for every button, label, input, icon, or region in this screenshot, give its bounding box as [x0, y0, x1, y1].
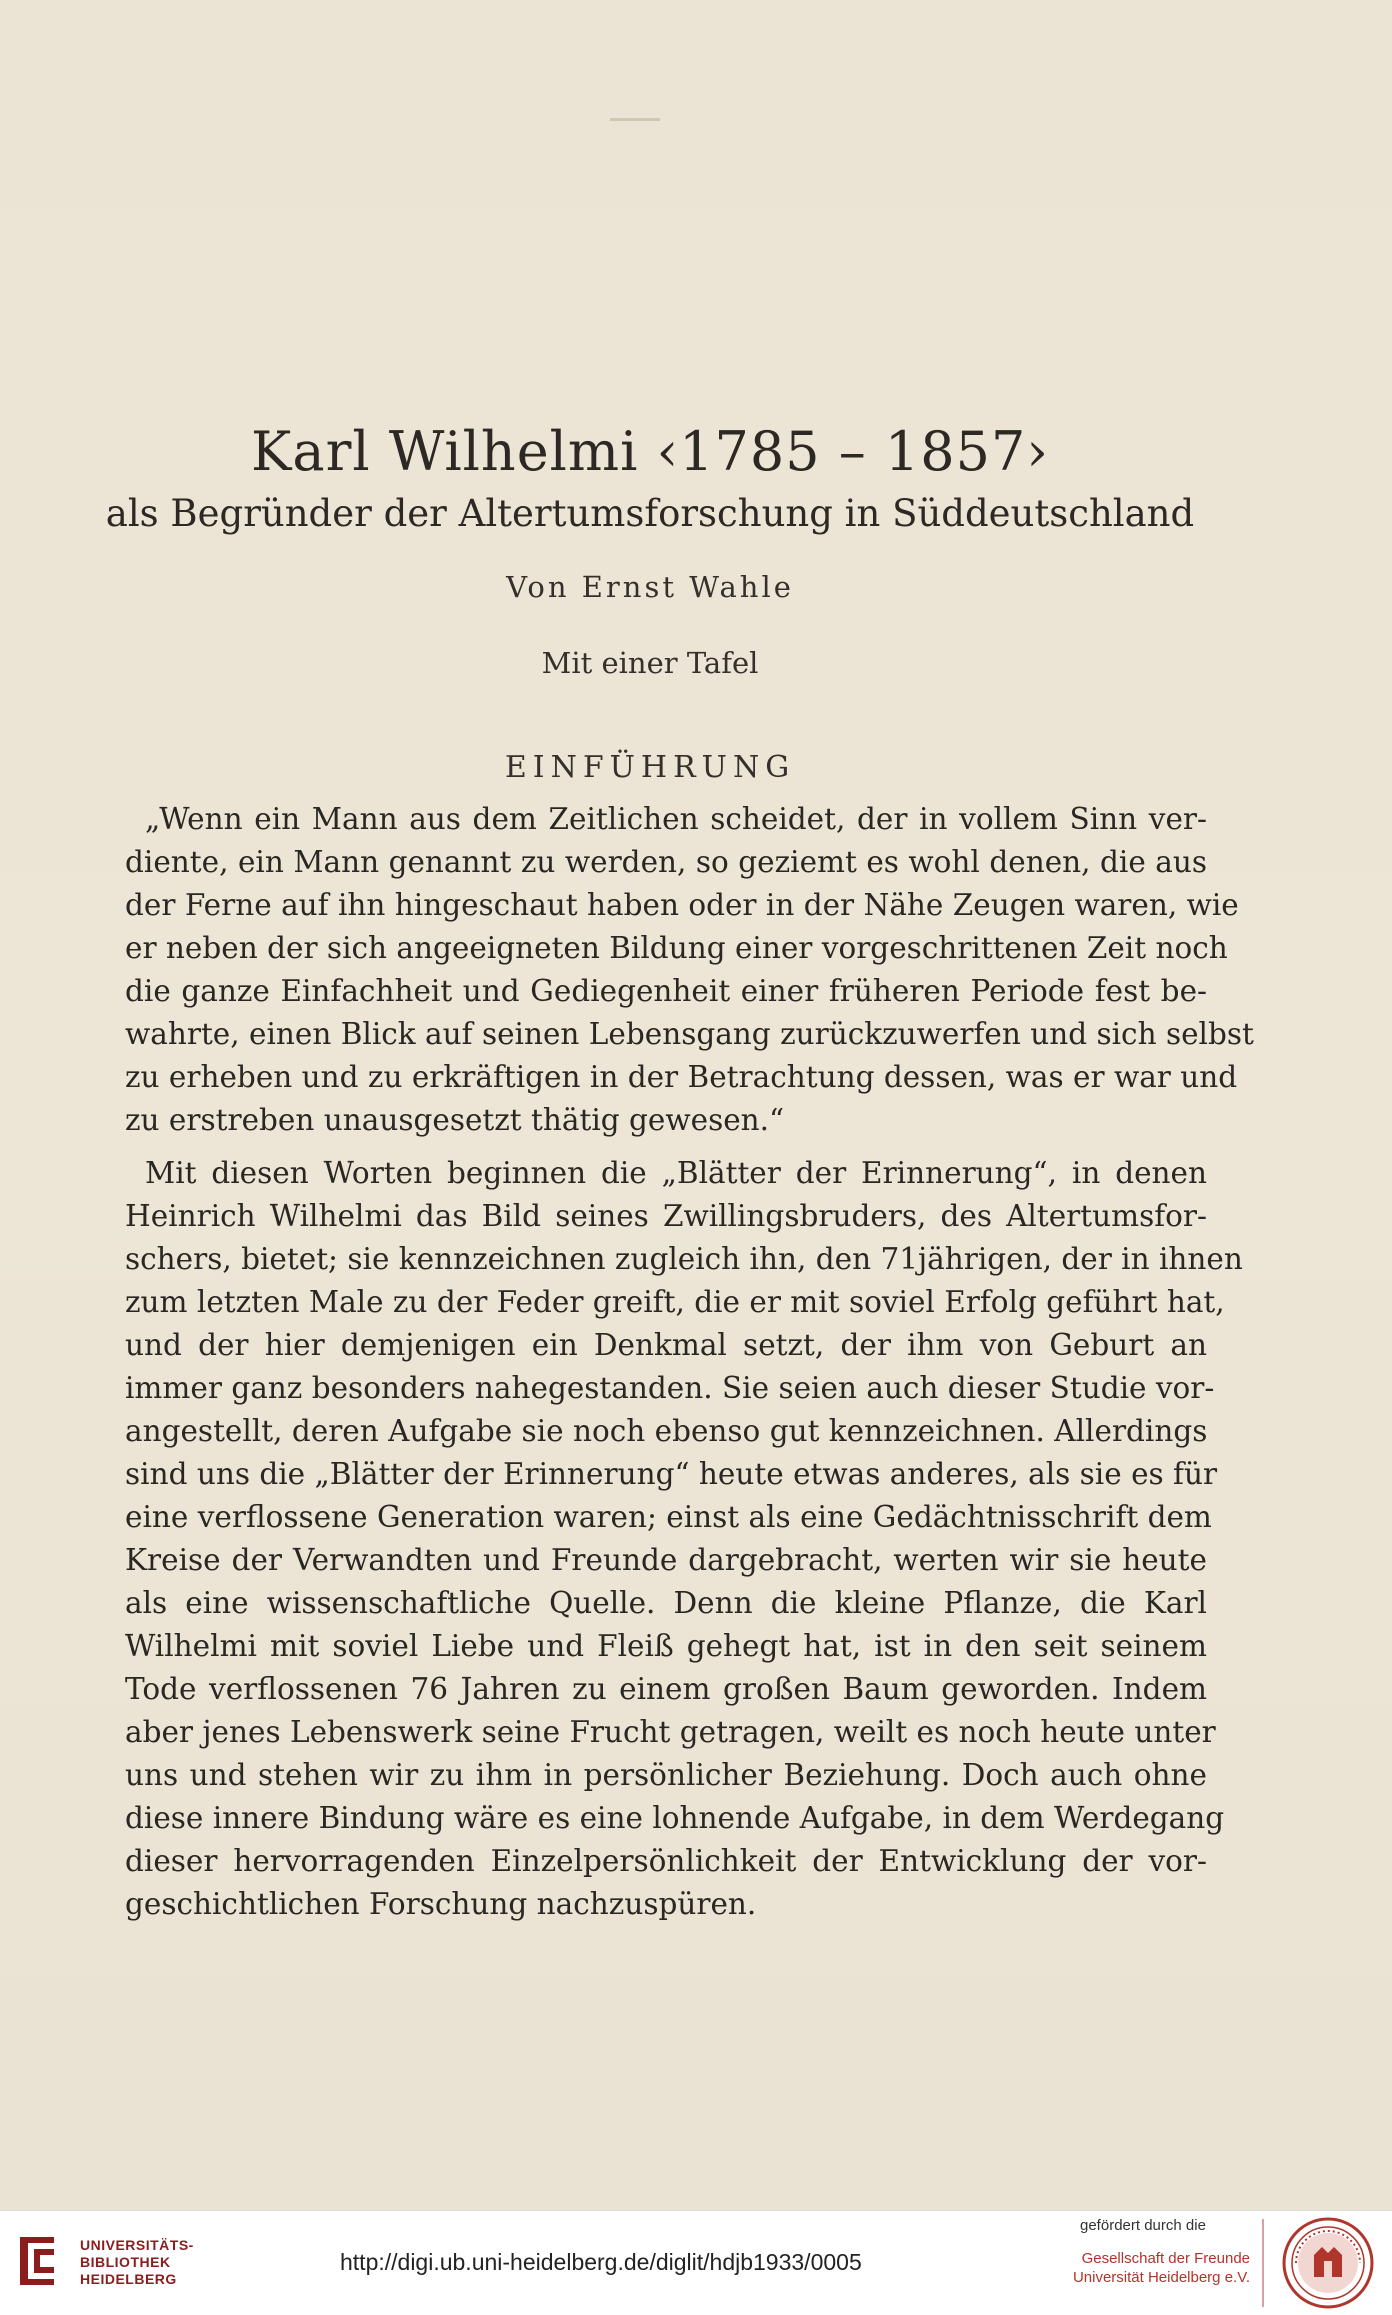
text-line: er neben der sich angeeigneten Bildung einer vorgeschrittenen Zeit noch — [125, 931, 1228, 965]
text-line: die ganze Einfachheit und Gediegenheit einer früheren Periode fest be- — [125, 974, 1207, 1008]
text-line: und der hier demjenigen ein Denkmal setzt, der ihm von Geburt an — [125, 1328, 1207, 1362]
text-line: diese innere Bindung wäre es eine lohnende Aufgabe, in dem Werdegang — [125, 1801, 1225, 1835]
footer-bar — [0, 2210, 1392, 2315]
library-name — [80, 2237, 194, 2288]
plate-note: Mit einer Tafel — [541, 646, 759, 680]
library-logo-icon — [14, 2231, 60, 2291]
text-line: eine verflossene Generation waren; einst als eine Gedächtnisschrift dem — [125, 1500, 1212, 1534]
footer-divider — [1262, 2219, 1264, 2307]
university-seal-icon — [1282, 2217, 1374, 2309]
text-line: „Wenn ein Mann aus dem Zeitlichen scheidet, der in vollem Sinn ver- — [145, 802, 1207, 836]
page-mark — [610, 118, 660, 121]
article-title: Karl Wilhelmi ‹1785 – 1857› — [251, 420, 1049, 483]
article-subtitle: als Begründer der Altertumsforschung in Süddeutschland — [105, 492, 1195, 535]
text-line: Tode verflossenen 76 Jahren zu einem großen Baum geworden. Indem — [125, 1672, 1207, 1706]
text-line: als eine wissenschaftliche Quelle. Denn die kleine Pflanze, die Karl — [125, 1586, 1207, 1620]
library-name-line: UNIVERSITÄTS- — [80, 2237, 194, 2253]
text-line: angestellt, deren Aufgabe sie noch ebenso gut kennzeichnen. Allerdings — [125, 1414, 1208, 1448]
text-line: sind uns die „Blätter der Erinnerung“ heute etwas anderes, als sie es für — [125, 1457, 1218, 1491]
text-line: wahrte, einen Blick auf seinen Lebensgang zurückzuwerfen und sich selbst — [125, 1017, 1254, 1051]
text-line: zu erheben und zu erkräftigen in der Betrachtung dessen, was er war und — [125, 1060, 1238, 1094]
supported-by-text: gefördert durch die — [1080, 2217, 1206, 2234]
library-name-line: BIBLIOTHEK — [80, 2254, 171, 2270]
society-name-line: Universität Heidelberg e.V. — [1072, 2269, 1250, 2286]
society-name-line: Gesellschaft der Freunde — [1081, 2250, 1250, 2267]
article-author: Von Ernst Wahle — [506, 570, 794, 604]
text-line: zu erstreben unausgesetzt thätig gewesen.“ — [125, 1103, 785, 1137]
text-line: der Ferne auf ihn hingeschaut haben oder in der Nähe Zeugen waren, wie — [125, 888, 1239, 922]
text-line: zum letzten Male zu der Feder greift, die er mit soviel Erfolg geführt hat, — [125, 1285, 1225, 1319]
text-line: diente, ein Mann genannt zu werden, so geziemt es wohl denen, die aus — [125, 845, 1207, 879]
text-line: geschichtlichen Forschung nachzuspüren. — [125, 1887, 757, 1921]
permalink-url[interactable]: http://digi.ub.uni-heidelberg.de/diglit/hdjb1933/0005 — [340, 2249, 862, 2275]
text-line: aber jenes Lebenswerk seine Frucht getragen, weilt es noch heute unter — [125, 1715, 1216, 1749]
text-line: Wilhelmi mit soviel Liebe und Fleiß gehegt hat, ist in den seit seinem — [125, 1629, 1207, 1663]
society-name — [1070, 2249, 1250, 2287]
text-line: Mit diesen Worten beginnen die „Blätter der Erinnerung“, in denen — [145, 1156, 1207, 1190]
section-heading: EINFÜHRUNG — [504, 750, 796, 785]
library-name-line: HEIDELBERG — [80, 2271, 177, 2287]
text-line: schers, bietet; sie kennzeichnen zugleich ihn, den 71jährigen, der in ihnen — [125, 1242, 1243, 1276]
text-line: Kreise der Verwandten und Freunde dargebracht, werten wir sie heute — [125, 1543, 1207, 1577]
text-line: immer ganz besonders nahegestanden. Sie seien auch dieser Studie vor- — [125, 1371, 1215, 1405]
text-line: Heinrich Wilhelmi das Bild seines Zwillingsbruders, des Altertumsfor- — [125, 1199, 1207, 1233]
text-line: dieser hervorragenden Einzelpersönlichkeit der Entwicklung der vor- — [125, 1844, 1207, 1878]
text-line: uns und stehen wir zu ihm in persönlicher Beziehung. Doch auch ohne — [125, 1758, 1207, 1792]
